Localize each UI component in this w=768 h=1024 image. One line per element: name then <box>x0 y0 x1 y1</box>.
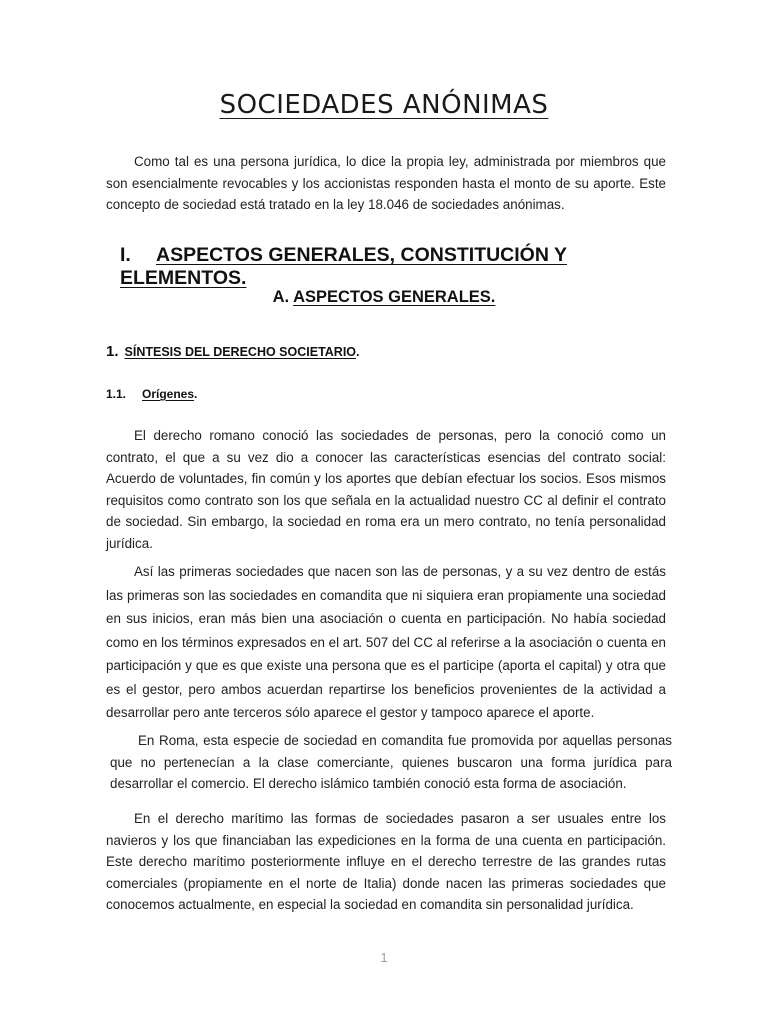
point-heading-1 <box>106 343 666 360</box>
body-paragraph-3 <box>110 730 672 795</box>
page-number: 1 <box>380 950 388 965</box>
body-paragraph-2 <box>106 560 666 725</box>
subsection-heading-a <box>0 288 768 307</box>
subpoint-number: 1.1. <box>106 387 127 401</box>
subpoint-suffix: . <box>194 387 198 401</box>
paragraph-text: En Roma, esta especie de sociedad en comandita fue promovida por aquellas personas que no pertenecían a la clase comerciante, quienes buscaron una forma jurídica para desarrollar el comercio. El derecho islámico también conoció esta forma de asociación. <box>110 733 672 791</box>
body-paragraph-1 <box>106 425 666 554</box>
intro-paragraph <box>106 151 666 216</box>
section-number: I. <box>120 244 131 266</box>
paragraph-text: En el derecho marítimo las formas de sociedades pasaron a ser usuales entre los navieros y los que financiaban las expediciones en la forma de una cuenta en participación. Este derecho marítimo posteriormente influye en el derecho terrestre de las grandes rutas comerciales (propiamente en el norte de Italia) donde nacen las primeras sociedades que conocemos actualmente, en especial la sociedad en comandita sin personalidad jurídica. <box>106 811 666 912</box>
paragraph-text: El derecho romano conoció las sociedades de personas, pero la conoció como un contrato, el que a su vez dio a conocer las características esencias del contrato social: Acuerdo de voluntades, fin común y los aportes que debían efectuar los socios. Esos mismos requisitos como contrato son los que señala en la actualidad nuestro CC al definir el contrato de sociedad. Sin embargo, la sociedad en roma era un mero contrato, no tenía personalidad jurídica. <box>106 428 666 551</box>
section-heading-1 <box>120 244 680 290</box>
body-paragraph-4 <box>106 808 666 916</box>
subpoint-title: Orígenes <box>142 387 195 401</box>
intro-text: Como tal es una persona jurídica, lo dice la propia ley, administrada por miembros que son esencialmente revocables y los accionistas responden hasta el monto de su aporte. Este concepto de sociedad está tratado en la ley 18.046 de sociedades anónimas. <box>106 154 666 212</box>
document-title: SOCIEDADES ANÓNIMAS <box>219 90 549 120</box>
subsection-number: A. <box>272 288 290 306</box>
subsection-title: ASPECTOS GENERALES. <box>293 288 496 306</box>
point-heading-1-1 <box>106 387 666 401</box>
paragraph-text: Así las primeras sociedades que nacen son las de personas, y a su vez dentro de estás las primeras son las sociedades en comandita que ni siquiera eran propiamente una sociedad en sus inicios, eran más bien una asociación o cuenta en participación. No había sociedad como en los términos expresados en el art. 507 del CC al referirse a la asociación o cuenta en participación y que es que existe una persona que es el participe (aporta el capital) y otra que es el gestor, pero ambos acuerdan repartirse los beneficios provenientes de la actividad a desarrollar pero ante terceros sólo aparece el gestor y tampoco aparece el aporte. <box>106 564 666 720</box>
section-title: ASPECTOS GENERALES, CONSTITUCIÓN Y ELEMENTOS. <box>120 244 568 289</box>
point-title: SÍNTESIS DEL DERECHO SOCIETARIO <box>124 345 357 359</box>
point-suffix: . <box>356 345 360 359</box>
point-number: 1. <box>106 343 119 360</box>
